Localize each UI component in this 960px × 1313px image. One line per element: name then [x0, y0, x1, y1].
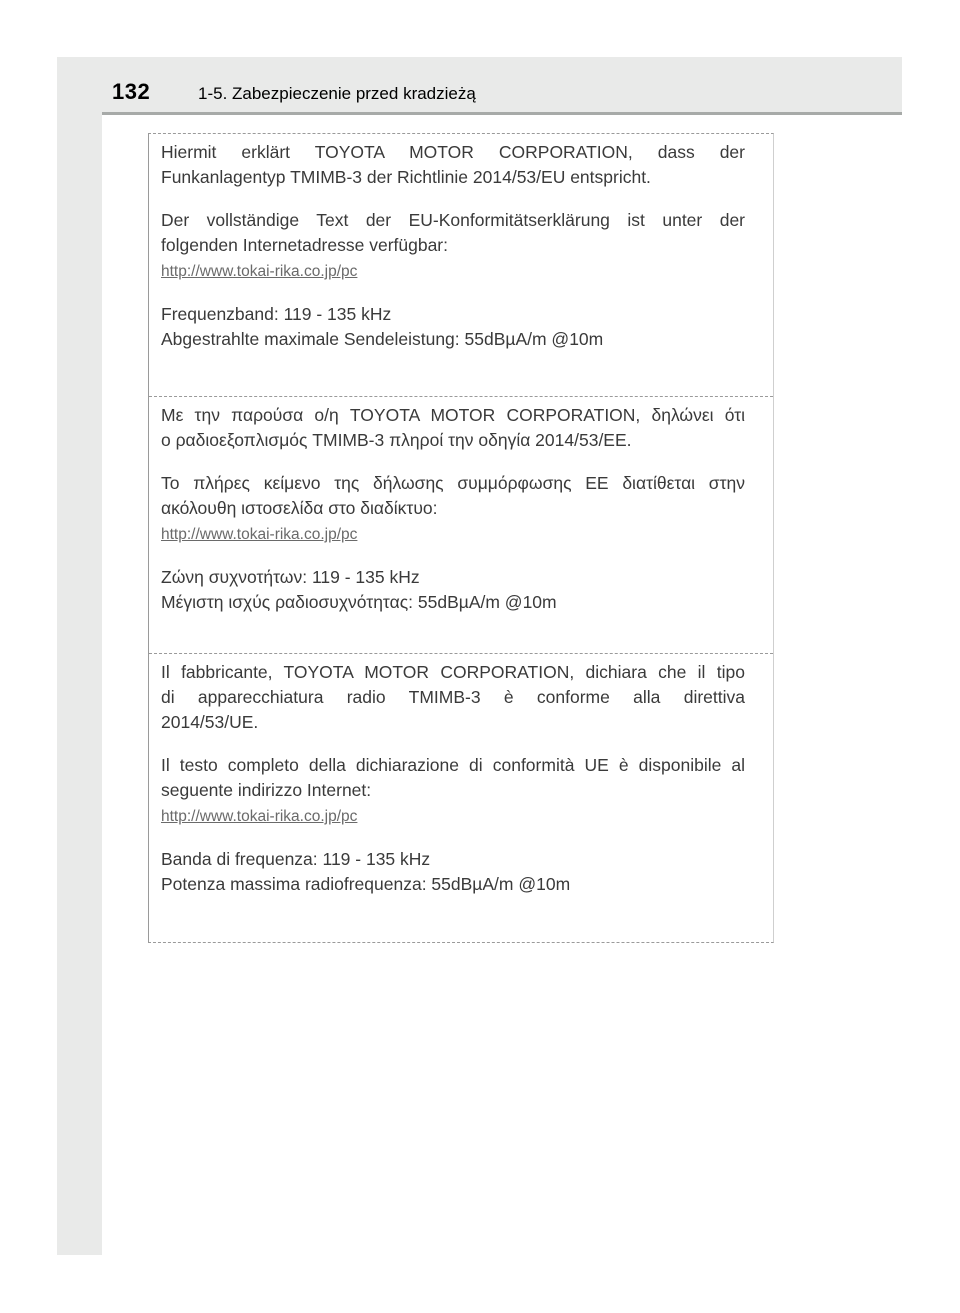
- full-text-line: Το πλήρες κείμενο της δήλωσης συμμόρφωσης ΕΕ διατίθεται στην: [161, 473, 745, 493]
- page-number: 132: [112, 79, 151, 104]
- declaration-block-german: [149, 134, 773, 396]
- full-text-line: Der vollständige Text der EU-Konformitätserklärung ist unter der: [161, 210, 745, 230]
- declaration-line: 2014/53/UE.: [161, 712, 259, 732]
- declaration-box: [148, 133, 774, 943]
- declaration-line: Funkanlagentyp TMIMB-3 der Richtlinie 2014/53/EU entspricht.: [161, 167, 651, 187]
- section-title: 1-5. Zabezpieczenie przed kradzieżą: [198, 84, 476, 103]
- declaration-block-italian: [149, 653, 773, 943]
- declaration-line: ο ραδιοεξοπλισμός TMIMB-3 πληροί την οδηγία 2014/53/ΕΕ.: [161, 430, 632, 450]
- full-text-line: seguente indirizzo Internet:: [161, 780, 372, 800]
- declaration-url-link[interactable]: http://www.tokai-rika.co.jp/pc: [161, 808, 358, 825]
- declaration-line: Hiermit erklärt TOYOTA MOTOR CORPORATION, dass der: [161, 142, 745, 162]
- frequency-band: Frequenzband: 119 - 135 kHz: [161, 304, 392, 324]
- frequency-band: Ζώνη συχνοτήτων: 119 - 135 kHz: [161, 567, 420, 587]
- declaration-url-link[interactable]: http://www.tokai-rika.co.jp/pc: [161, 526, 358, 543]
- full-text-line: folgenden Internetadresse verfügbar:: [161, 235, 448, 255]
- max-power: Abgestrahlte maximale Sendeleistung: 55dBµA/m @10m: [161, 329, 604, 349]
- header-divider: [102, 112, 902, 115]
- page-side-band: [57, 57, 102, 1255]
- declaration-line: Με την παρούσα ο/η TOYOTA MOTOR CORPORATION, δηλώνει ότι: [161, 405, 745, 425]
- declaration-line: di apparecchiatura radio TMIMB-3 è conforme alla direttiva: [161, 687, 745, 707]
- full-text-line: ακόλουθη ιστοσελίδα στο διαδίκτυο:: [161, 498, 438, 518]
- declaration-line: Il fabbricante, TOYOTA MOTOR CORPORATION, dichiara che il tipo: [161, 662, 745, 682]
- max-power: Potenza massima radiofrequenza: 55dBµA/m @10m: [161, 874, 571, 894]
- declaration-block-greek: [149, 396, 773, 653]
- page-header: [57, 57, 902, 113]
- full-text-line: Il testo completo della dichiarazione di conformità UE è disponibile al: [161, 755, 745, 775]
- max-power: Μέγιστη ισχύς ραδιοσυχνότητας: 55dBµA/m @10m: [161, 592, 557, 612]
- declaration-url-link[interactable]: http://www.tokai-rika.co.jp/pc: [161, 263, 358, 280]
- frequency-band: Banda di frequenza: 119 - 135 kHz: [161, 849, 431, 869]
